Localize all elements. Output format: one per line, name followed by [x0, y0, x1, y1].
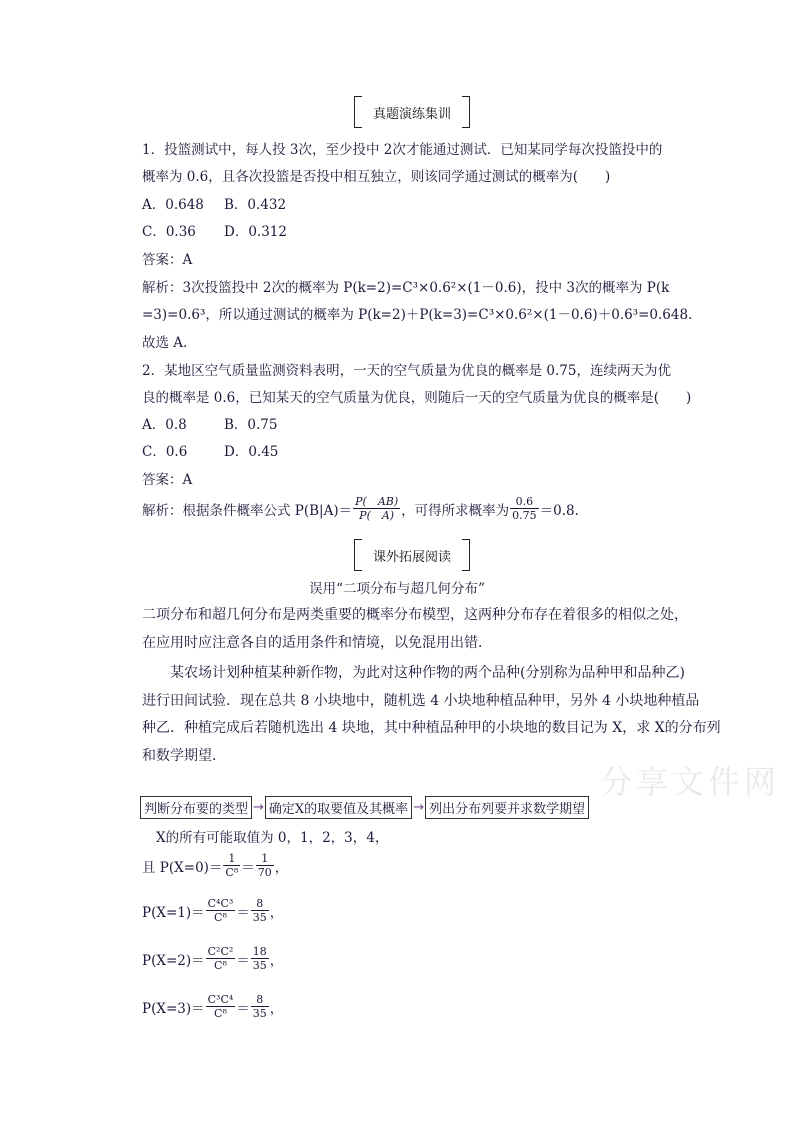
q2-option-d: D．0.45 — [224, 444, 279, 460]
watermark: 分享文件网 — [600, 763, 781, 801]
reading-para1-line1: 二项分布和超几何分布是两类重要的概率分布模型，这两种分布存在着很多的相似之处， — [142, 607, 688, 623]
reading-para2-line2: 进行田间试验．现在总共 8 小块地中，随机选 4 小块地种植品种甲，另外 4 小块地种植品 — [142, 693, 700, 709]
reading-para1-line2: 在应用时应注意各自的适用条件和情境，以免混用出错． — [142, 635, 492, 651]
q2-option-a: A．0.8 — [142, 417, 187, 433]
fraction: $\frac{18}{35}$ — [252, 945, 267, 972]
q2-analysis-prefix: 解析：根据条件概率公式 P(B|A)＝ — [142, 502, 353, 519]
q1-option-d: D．0.312 — [224, 224, 287, 240]
step-values-probabilities: 确定X的取要值及其概率 — [265, 796, 412, 819]
fraction: $\frac{\text{C²C²}}{\text{C⁸}}$ — [207, 945, 234, 972]
prob-row-x2: P(X=2)＝ $\frac{\text{C²C²}}{\text{C⁸}}$ ＝ $\frac{18}{35}$ ， — [142, 945, 284, 972]
q2-option-c: C．0.6 — [142, 444, 188, 460]
reading-para2-line3: 种乙．种植完成后若随机选出 4 块地，其中种植品种甲的小块地的数目记为 X，求 X的分布列 — [142, 720, 721, 736]
prob-row-x1: P(X=1)＝ $\frac{\text{C⁴C³}}{\text{C⁸}}$ ＝ $\frac{8}{35}$ ， — [142, 897, 284, 924]
q1-analysis-line2: =3)=0.6³，所以通过测试的概率为 P(k=2)＋P(k=3)=C³×0.6²×(1－0.6)＋0.6³=0.648. — [142, 307, 693, 323]
q1-option-b: B．0.432 — [224, 197, 287, 213]
bracket-frame — [354, 539, 470, 569]
q2-analysis-suffix: ＝0.8. — [539, 502, 579, 519]
fraction: $\frac{8}{35}$ — [252, 897, 267, 924]
solution-steps-flow — [140, 797, 589, 817]
fraction: $\frac{\text{C⁴C³}}{\text{C⁸}}$ — [207, 897, 234, 924]
q1-stem-line2: 概率为 0.6，且各次投篮是否投中相互独立，则该同学通过测试的概率为( ) — [142, 169, 611, 185]
fraction: $\frac{1}{\text{C⁸}}$ — [225, 852, 239, 879]
result-fraction: $\frac{0.6}{0.75}$ — [512, 495, 537, 522]
fraction: $\frac{8}{35}$ — [252, 993, 267, 1020]
section-title: 真题演练集训 — [372, 107, 451, 122]
reading-para2-line4: 和数学期望． — [142, 748, 226, 764]
q1-answer: 答案：A — [142, 252, 193, 268]
bracket-frame — [354, 96, 470, 126]
q2-option-b: B．0.75 — [224, 417, 278, 433]
step-determine-type: 判断分布要的类型 — [140, 796, 252, 819]
section-header-extended-reading — [0, 539, 794, 573]
q2-stem-line2: 良的概率是 0.6，已知某天的空气质量为优良，则随后一天的空气质量为优良的概率是( ) — [142, 390, 692, 406]
fraction: $\frac{\text{C³C⁴}}{\text{C⁸}}$ — [207, 993, 234, 1020]
section-title: 课外拓展阅读 — [372, 550, 451, 565]
q2-analysis — [142, 495, 579, 522]
q1-analysis-line1: 解析：3次投篮投中 2次的概率为 P(k=2)=C³×0.6²×(1－0.6)，投中 3次的概率为 P(k — [142, 280, 670, 296]
q1-stem-line1: 1．投篮测试中，每人投 3次，至少投中 2次才能通过测试．已知某同学每次投篮投中的 — [142, 142, 663, 158]
solution-values: X的所有可能取值为 0，1，2，3，4， — [156, 830, 389, 846]
conditional-probability-fraction: $\frac{P( AB)}{P( A)}$ — [355, 495, 399, 522]
q2-stem-line1: 2．某地区空气质量监测资料表明，一天的空气质量为优良的概率是 0.75，连续两天为优 — [142, 363, 671, 379]
prob-row-x3: P(X=3)＝ $\frac{\text{C³C⁴}}{\text{C⁸}}$ ＝ $\frac{8}{35}$ ， — [142, 993, 284, 1020]
q2-analysis-mid: ，可得所求概率为 — [401, 502, 510, 519]
q1-analysis-line3: 故选 A. — [142, 335, 188, 351]
step-distribution-expectation: 列出分布列要并求数学期望 — [425, 796, 589, 819]
fraction: $\frac{1}{70}$ — [257, 852, 272, 879]
prob-row-x0: 且 P(X=0)＝ $\frac{1}{\text{C⁸}}$ ＝ $\frac{1}{70}$ ， — [142, 852, 289, 879]
reading-para2-line1: 某农场计划种植某种新作物，为此对这种作物的两个品种(分别称为品种甲和品种乙) — [170, 665, 685, 681]
arrow-icon: → — [413, 799, 425, 815]
q1-option-c: C．0.36 — [142, 224, 196, 240]
section-header-real-exam — [0, 96, 794, 130]
q1-option-a: A．0.648 — [142, 197, 204, 213]
q2-answer: 答案：A — [142, 472, 193, 488]
reading-subtitle: 误用“二项分布与超几何分布” — [309, 581, 485, 597]
arrow-icon: → — [253, 799, 264, 815]
